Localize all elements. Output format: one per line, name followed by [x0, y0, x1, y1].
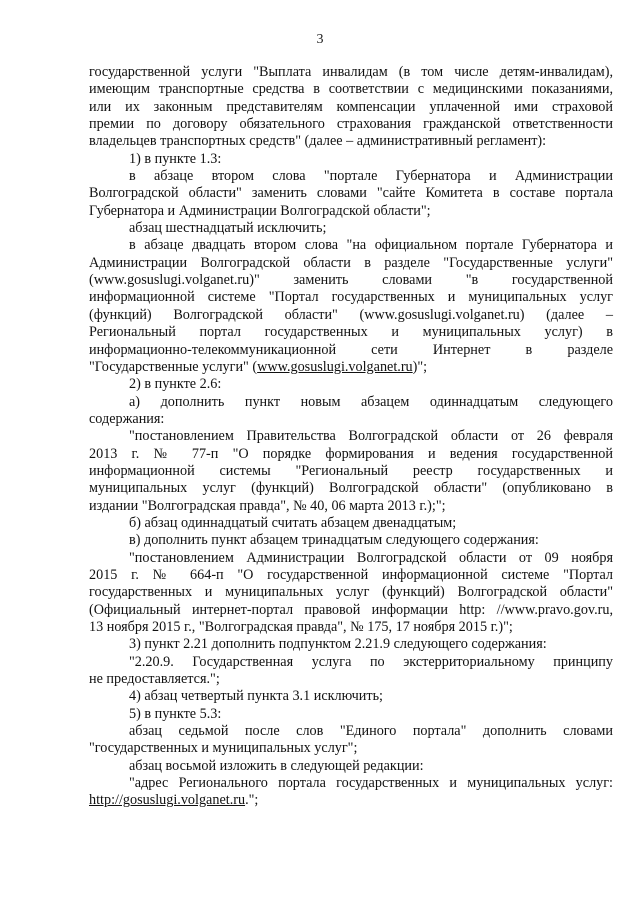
text-line: государственной услуги "Выплата инвалидам (в том числе детям-инвалидам),	[89, 64, 613, 80]
paragraph	[89, 64, 613, 151]
text-line: (функций) Волгоградской области" (www.gosuslugi.volganet.ru) (далее –	[89, 306, 613, 323]
paragraph	[89, 532, 613, 549]
text-line: "постановлением Администрации Волгоградской области от 09 ноября	[129, 549, 613, 566]
paragraph	[89, 654, 613, 689]
text-line: имеющим транспортные средства в соответствии с медицинскими показаниями,	[89, 81, 613, 98]
paragraph	[89, 168, 613, 220]
paragraph	[89, 428, 613, 515]
paragraph	[89, 237, 613, 376]
paragraph	[89, 723, 613, 758]
text-line: "постановлением Правительства Волгоградской области от 26 февраля	[129, 428, 613, 445]
text-line: 3) пункт 2.21 дополнить подпунктом 2.21.9 следующего содержания:	[129, 636, 547, 653]
text-line: б) абзац одиннадцатый считать абзацем двенадцатым;	[129, 514, 457, 531]
text-line: 2015 г. № 664-п "О государственной информационной системе "Портал	[89, 566, 613, 583]
paragraph	[89, 550, 613, 637]
paragraph	[89, 220, 613, 237]
text-line: 4) абзац четвертый пункта 3.1 исключить;	[129, 688, 383, 705]
text-line: (Официальный интернет-портал правовой информации http: //www.pravo.gov.ru,	[89, 601, 613, 618]
text-line: Губернатора и Администрации Волгоградской области";	[89, 202, 431, 219]
page-number: 3	[316, 32, 324, 47]
text-line: а) дополнить пункт новым абзацем одиннадцатым следующего	[129, 393, 613, 410]
text-line: информационной системы "Региональный реестр государственных и	[89, 462, 613, 479]
text-line: Администрации Волгоградской области в разделе "Государственные услуги"	[89, 254, 613, 271]
text-line: абзац восьмой изложить в следующей редакции:	[129, 757, 424, 774]
text-line: абзац шестнадцатый исключить;	[129, 220, 327, 237]
text-line: Волгоградской области" заменить словами "сайте Комитета в составе портала	[89, 185, 613, 202]
portal-link[interactable]: www.gosuslugi.volganet.ru	[257, 358, 413, 375]
text-line: в абзаце двадцать втором слова "на официальном портале Губернатора и	[129, 237, 613, 254]
text-line: абзац седьмой после слов "Единого портала" дополнить словами	[129, 723, 613, 740]
paragraph	[89, 688, 613, 705]
portal-link[interactable]: http://gosuslugi.volganet.ru	[89, 792, 246, 809]
text-line: или их законным представителям компенсации уплаченной ими страховой	[89, 98, 613, 115]
text-fragment: "Государственные услуги" (	[89, 358, 258, 375]
text-line: 2) в пункте 2.6:	[129, 376, 222, 393]
text-line: 5) в пункте 5.3:	[129, 705, 222, 722]
text-line	[89, 792, 613, 809]
text-fragment: )";	[412, 358, 428, 375]
text-line: государственных и муниципальных услуг (функций) Волгоградской области"	[89, 584, 613, 601]
paragraph	[89, 151, 613, 168]
text-line: владельцев транспортных средств" (далее – административный регламент):	[89, 133, 547, 150]
text-line: 13 ноября 2015 г., "Волгоградская правда", № 175, 17 ноября 2015 г.)";	[89, 619, 513, 635]
text-line: "2.20.9. Государственная услуга по экстерриториальному принципу	[129, 653, 613, 670]
paragraph	[89, 775, 613, 810]
paragraph	[89, 706, 613, 723]
text-line: премии по договору обязательного страхования гражданской ответственности	[89, 116, 613, 133]
text-line: содержания:	[89, 410, 165, 427]
text-line: (www.gosuslugi.volganet.ru)" заменить словами "в государственной	[89, 272, 613, 289]
paragraph	[89, 636, 613, 653]
text-line: в) дополнить пункт абзацем тринадцатым следующего содержания:	[129, 532, 539, 549]
text-line: информационно-телекоммуникационной сети Интернет в разделе	[89, 341, 613, 358]
text-line: 1) в пункте 1.3:	[129, 150, 222, 167]
text-fragment: .";	[245, 792, 259, 809]
paragraph	[89, 376, 613, 393]
text-line: Региональный портал государственных и муниципальных услуг) в	[89, 324, 613, 341]
text-line: "государственных и муниципальных услуг";	[89, 740, 358, 757]
text-line: 2013 г. № 77-п "О порядке формирования и ведения государственной	[89, 445, 613, 462]
paragraph	[89, 515, 613, 532]
paragraph	[89, 394, 613, 429]
text-line: информационной системе "Портал государственных и муниципальных услуг	[89, 289, 613, 306]
text-line: в абзаце втором слова "портале Губернатора и Администрации	[129, 168, 613, 185]
paragraph	[89, 758, 613, 775]
text-line: не предоставляется.";	[89, 671, 220, 688]
document-body	[89, 64, 613, 810]
text-line: муниципальных услуг (функций) Волгоградской области" (опубликовано в	[89, 480, 613, 497]
text-line	[89, 359, 613, 376]
text-line: издании "Волгоградская правда", № 40, 06 марта 2013 г.);";	[89, 497, 446, 514]
text-line: "адрес Регионального портала государственных и муниципальных услуг:	[129, 775, 613, 792]
